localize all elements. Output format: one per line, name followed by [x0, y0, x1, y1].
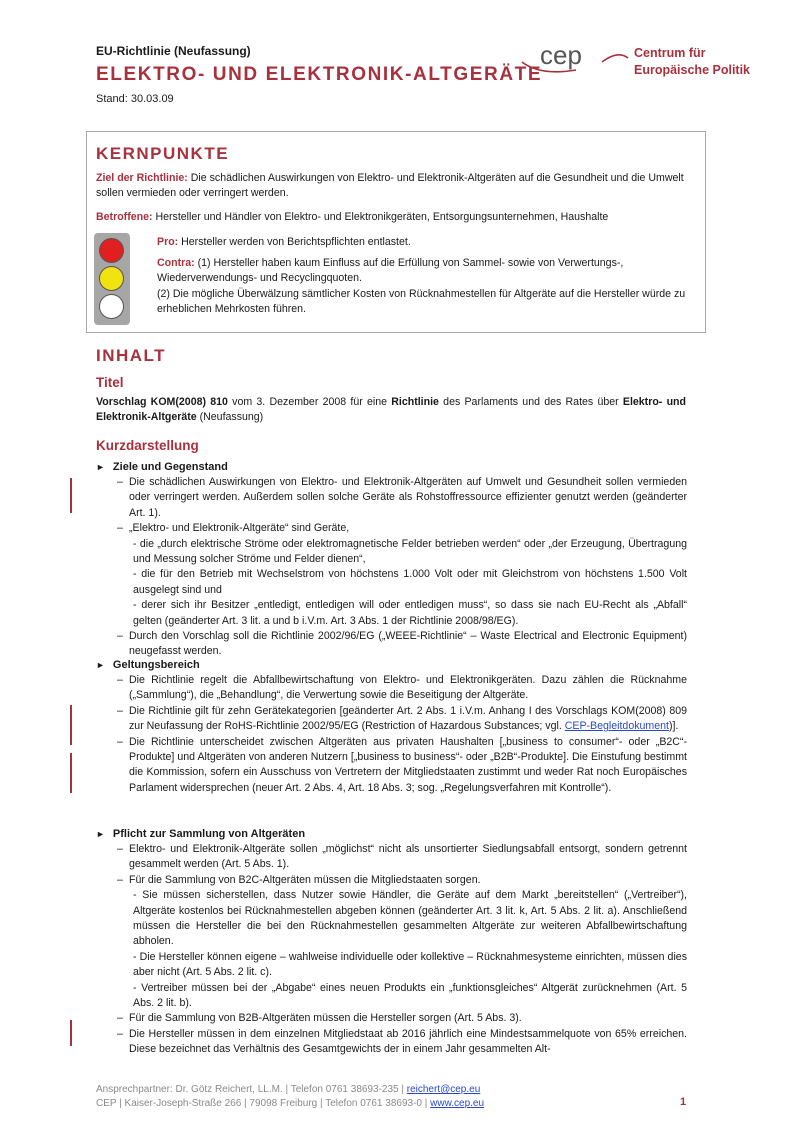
betroffene-label: Betroffene: [96, 211, 153, 223]
kernpunkte-heading: KERNPUNKTE [96, 144, 230, 163]
titel-doc-ref: Vorschlag KOM(2008) 810 [96, 396, 228, 408]
sub-list-item: - Die Hersteller können eigene – wahlweise individuelle oder kollektive – Rücknahmesysteme einrichten, müssen dies aber nicht (Art. 5 Abs. 2 lit. c). [133, 950, 687, 979]
yellow-lamp-icon [99, 266, 124, 291]
list-item: – Für die Sammlung von B2C-Altgeräten müssen die Mitgliedstaaten sorgen. [117, 873, 687, 888]
footer-contact-text: Ansprechpartner: Dr. Götz Reichert, LL.M. | Telefon 0761 38693-235 | [96, 1084, 407, 1095]
bullet-arrow-icon: ► [96, 660, 105, 670]
ziel-text: Die schädlichen Auswirkungen von Elektro- und Elektronik-Altgeräten auf die Gesundheit und die Umwelt sollen vermieden oder verringert werden. [96, 172, 684, 200]
document-subtitle: EU-Richtlinie (Neufassung) [96, 44, 251, 58]
pro-paragraph [157, 235, 697, 250]
list-item [117, 704, 687, 735]
section-geltung-body [117, 673, 687, 796]
titel-subject: Elektro- und Elektronik-Altgeräte [96, 396, 686, 424]
titel-text-a: vom 3. Dezember 2008 für eine [227, 396, 392, 408]
bullet-arrow-icon: ► [96, 829, 105, 839]
list-item: – Die Hersteller müssen in dem einzelnen Mitgliedstaat ab 2016 jährlich eine Mindestsammelquote von 65% erreichen. Diese bezeichnet das Verhältnis des Gesamtgewichts der in einem Jahr gesammelten Alt- [117, 1027, 687, 1058]
footer-web-link[interactable]: www.cep.eu [430, 1098, 485, 1109]
logo-mark: cep [540, 40, 582, 70]
margin-marker [70, 1020, 72, 1046]
section-ziele-heading [96, 461, 228, 473]
bullet-arrow-icon: ► [96, 462, 105, 472]
list-item: – Durch den Vorschlag soll die Richtlinie 2002/96/EG („WEEE-Richtlinie“ – Waste Electrical and Electronic Equipment) neugefasst werden. [117, 629, 687, 660]
pro-label: Pro: [157, 236, 179, 248]
margin-marker [70, 478, 72, 513]
page-number: 1 [680, 1096, 687, 1108]
footer-email-link[interactable]: reichert@cep.eu [406, 1084, 481, 1095]
sub-list-item: - derer sich ihr Besitzer „entledigt, entledigen will oder entledigen muss“, so dass sie nach EU-Recht als „Abfall“ gelten (geänderter Art. 3 lit. a und b i.V.m. Art. 3 Abs. 1 der Richtlinie 2008/98/EG). [133, 599, 687, 627]
footer [96, 1083, 484, 1111]
list-item: – Die Richtlinie regelt die Abfallbewirtschaftung von Elektro- und Elektronikgeräten. Dazu zählen die Rücknahme („Sammlung“), die „Behandlung“, die Verwertung sowie die Beseitigung der Altgeräte. [117, 673, 687, 704]
section-sammlung-title: Pflicht zur Sammlung von Altgeräten [112, 828, 306, 840]
titel-richtlinie: Richtlinie [391, 396, 439, 408]
section-geltung-heading [96, 659, 200, 671]
contra-text-2: (2) Die mögliche Überwälzung sämtlicher Kosten von Rücknahmestellen für Altgeräte auf die Hersteller würde zu erheblichen Mehrkosten führen. [157, 287, 686, 316]
document-date: Stand: 30.03.09 [96, 93, 174, 105]
section-ziele-title: Ziele und Gegenstand [112, 461, 228, 473]
margin-marker [70, 753, 72, 793]
traffic-light-icon [94, 233, 130, 325]
contra-text-1: (1) Hersteller haben kaum Einfluss auf die Erfüllung von Sammel- sowie von Verwertungs-, Wiederverwendungs- und Recyclingquoten. [157, 257, 624, 285]
list-item: – Elektro- und Elektronik-Altgeräte sollen „möglichst“ nicht als unsortierter Siedlungsabfall entsorgt, sondern getrennt gesammelt werden (Art. 5 Abs. 1). [117, 842, 687, 873]
sub-list-item: - Vertreiber müssen bei der „Abgabe“ eines neuen Produkts ein „funktionsgleiches“ Altgerät zurücknehmen (Art. 5 Abs. 2 lit. b). [133, 981, 687, 1010]
list-item-text: Die Richtlinie gilt für zehn Gerätekategorien [geänderter Art. 2 Abs. 1 i.V.m. Anhang I des Vorschlags KOM(2008) 809 zur Neufassung der RoHS-Richtlinie 2002/95/EG (Restriction of Hazardous Substances; vgl. [129, 704, 687, 733]
red-lamp-icon [99, 238, 124, 263]
contra-label: Contra: [157, 257, 195, 269]
sub-list-item: - die „durch elektrische Ströme oder elektromagnetische Felder betrieben werden“ oder „der Erzeugung, Übertragung und Messung solcher Ströme und Felder dienen“, [133, 537, 687, 566]
cep-begleitdokument-link[interactable]: CEP-Begleitdokument [564, 720, 669, 733]
list-item: – Die Richtlinie unterscheidet zwischen Altgeräten aus privaten Haushalten [„business to consumer“- oder „B2C“-Produkte] und Altgeräten von anderen Nutzern [„business to business“- oder „B2B“-Produkte]. Die Einstufung bestimmt die Kommission, sofern ein Ausschuss von Vertretern der Mitgliedstaaten zustimmt und weder Rat noch Europäisches Parlament widersprechen (neuer Art. 2 Abs. 4, Art. 18 Abs. 3; sog. „Regelungsverfahren mit Kontrolle“). [117, 735, 687, 797]
inhalt-heading: INHALT [96, 346, 167, 365]
ziel-paragraph [96, 171, 696, 202]
logo-line-1: Centrum für [634, 46, 706, 60]
titel-heading: Titel [96, 375, 124, 390]
list-item-text: )]. [668, 720, 679, 733]
list-item: – „Elektro- und Elektronik-Altgeräte“ sind Geräte, [117, 521, 687, 536]
list-item: – Die schädlichen Auswirkungen von Elektro- und Elektronik-Altgeräten auf Umwelt und Gesundheit sollen vermieden oder verringert werden. Außerdem sollen solche Geräte als Rohstoffressource effizienter genutzt werden (geänderter Art. 1). [117, 475, 687, 521]
titel-text-b: des Parlaments und des Rates über [438, 396, 623, 408]
footer-address-line [96, 1097, 484, 1111]
document-title: ELEKTRO- UND ELEKTRONIK-ALTGERÄTE [96, 64, 543, 85]
sub-list-item: - die für den Betrieb mit Wechselstrom von höchstens 1.000 Volt oder mit Gleichstrom von höchstens 1.500 Volt ausgelegt sind und [133, 568, 687, 596]
list-item: – Für die Sammlung von B2B-Altgeräten müssen die Hersteller sorgen (Art. 5 Abs. 3). [117, 1011, 687, 1026]
kurzdarstellung-heading: Kurzdarstellung [96, 438, 199, 453]
contra-paragraph [157, 256, 697, 318]
white-lamp-icon [99, 294, 124, 319]
logo-line-2: Europäische Politik [634, 63, 751, 77]
footer-contact-line [96, 1083, 484, 1097]
betroffene-paragraph [96, 210, 696, 225]
titel-paragraph [96, 395, 686, 426]
section-sammlung-body [117, 842, 687, 1058]
betroffene-text: Hersteller und Händler von Elektro- und Elektronikgeräten, Entsorgungsunternehmen, Haushalte [155, 211, 609, 223]
footer-address-text: CEP | Kaiser-Joseph-Straße 266 | 79098 Freiburg | Telefon 0761 38693-0 | [96, 1098, 431, 1109]
section-geltung-title: Geltungsbereich [112, 659, 200, 671]
logo-text [634, 45, 750, 79]
pro-text: Hersteller werden von Berichtspflichten entlastet. [181, 236, 411, 248]
ziel-label: Ziel der Richtlinie: [96, 172, 188, 184]
section-ziele-body [117, 475, 687, 660]
margin-marker [70, 705, 72, 745]
titel-text-c: (Neufassung) [196, 411, 264, 424]
section-sammlung-heading [96, 828, 305, 840]
sub-list-item: - Sie müssen sicherstellen, dass Nutzer sowie Händler, die Geräte auf dem Markt „bereitstellen“ („Vertreiber“), Altgeräte kostenlos bei Rücknahmestellen abgeben können (geänderter Art. 3 lit. k, Art. 5 Abs. 2 lit. a). Anschließend müssen die Hersteller die bei den Rücknahmestellen gesammelten Altgeräte zur weiteren Abfallbewirtschaftung abholen. [133, 889, 687, 948]
